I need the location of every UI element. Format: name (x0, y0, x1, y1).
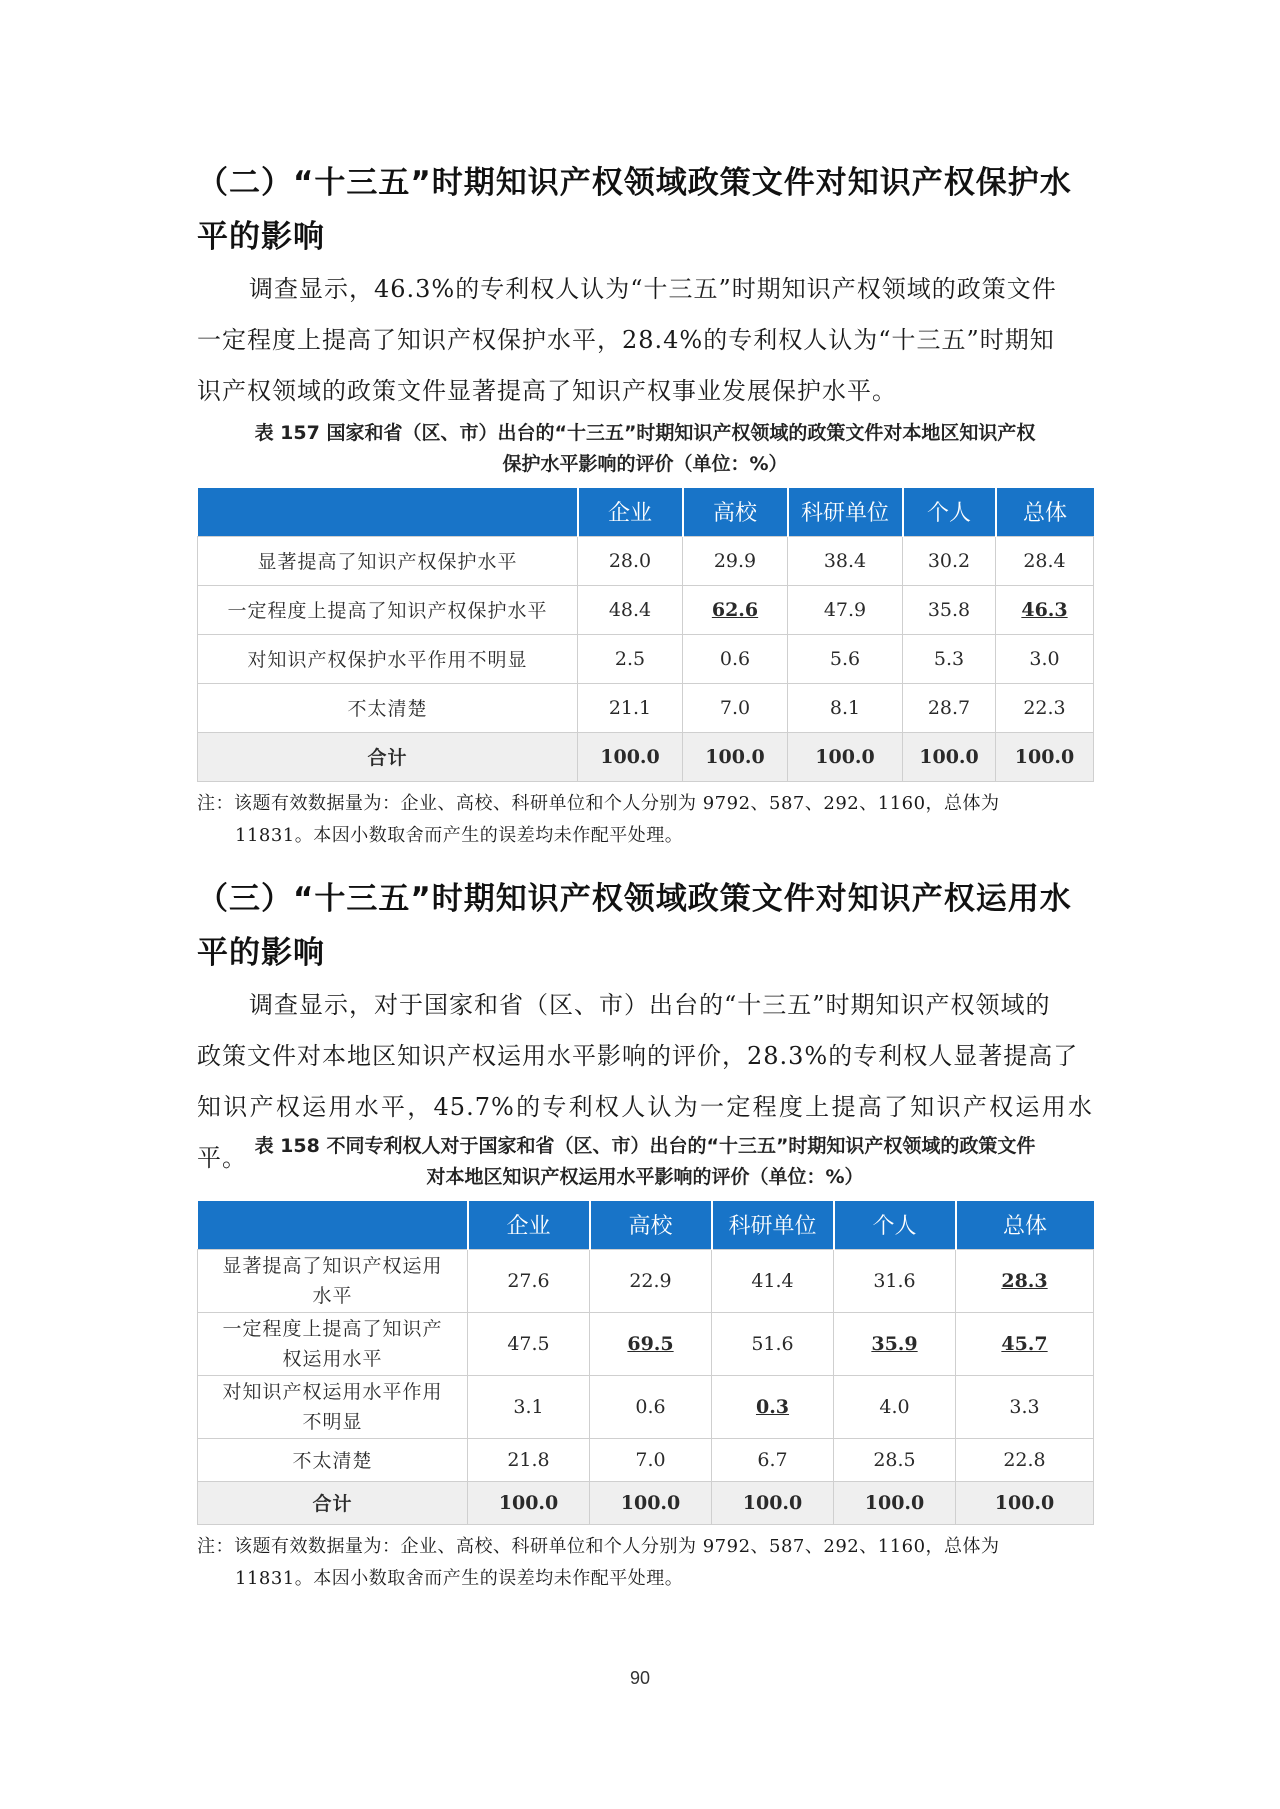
row-label: 不太清楚 (198, 683, 578, 732)
table-cell: 28.7 (903, 683, 996, 732)
table-row (198, 1249, 1094, 1312)
table-row (198, 683, 1094, 732)
table-cell: 27.6 (468, 1249, 590, 1312)
table-cell: 100.0 (788, 732, 903, 781)
table-cell: 100.0 (590, 1481, 712, 1524)
table-cell: 28.0 (578, 536, 683, 585)
section3-title: （三）“十三五”时期知识产权领域政策文件对知识产权运用水 平的影响 (197, 881, 1072, 971)
table-cell: 41.4 (712, 1249, 834, 1312)
table-cell: 47.5 (468, 1312, 590, 1375)
header-cell: 科研单位 (788, 488, 903, 536)
table-row (198, 634, 1094, 683)
row-label: 不太清楚 (198, 1438, 468, 1481)
table-cell-highlight: 62.6 (683, 585, 788, 634)
table-cell: 3.3 (956, 1375, 1094, 1438)
table158-caption: 表 158 不同专利权人对于国家和省（区、市）出台的“十三五”时期知识产权领域的政策文件 对本地区知识产权运用水平影响的评价（单位：%） (254, 1135, 1036, 1188)
table-cell-highlight: 46.3 (996, 585, 1094, 634)
table-cell: 31.6 (834, 1249, 956, 1312)
header-cell: 企业 (468, 1201, 590, 1249)
table-cell: 48.4 (578, 585, 683, 634)
table-cell: 22.9 (590, 1249, 712, 1312)
header-cell: 企业 (578, 488, 683, 536)
header-cell: 高校 (590, 1201, 712, 1249)
table-cell: 51.6 (712, 1312, 834, 1375)
row-label: 合计 (198, 732, 578, 781)
header-cell: 科研单位 (712, 1201, 834, 1249)
table-cell: 3.0 (996, 634, 1094, 683)
table-cell: 22.8 (956, 1438, 1094, 1481)
table-cell: 100.0 (903, 732, 996, 781)
table-cell: 100.0 (996, 732, 1094, 781)
table-cell: 29.9 (683, 536, 788, 585)
table-cell: 100.0 (956, 1481, 1094, 1524)
table-total-row (198, 1481, 1094, 1524)
table-cell: 21.1 (578, 683, 683, 732)
table-row (198, 1312, 1094, 1375)
table-cell: 100.0 (468, 1481, 590, 1524)
row-label: 显著提高了知识产权保护水平 (198, 536, 578, 585)
header-cell: 高校 (683, 488, 788, 536)
table-cell: 7.0 (590, 1438, 712, 1481)
table-cell: 5.3 (903, 634, 996, 683)
table-cell: 30.2 (903, 536, 996, 585)
table-row (198, 536, 1094, 585)
table-cell: 38.4 (788, 536, 903, 585)
table157 (197, 488, 1094, 782)
row-label: 对知识产权保护水平作用不明显 (198, 634, 578, 683)
section3-paragraph: 调查显示，对于国家和省（区、市）出台的“十三五”时期知识产权领域的 政策文件对本地区知识产权运用水平影响的评价，28.3%的专利权人显著提高了 知识产权运用水平，45.7%的专利权人认为一定程度上提高了知识产权运用水平。 (197, 991, 1093, 1172)
header-cell (198, 488, 578, 536)
table-cell: 7.0 (683, 683, 788, 732)
table-cell-highlight: 0.3 (712, 1375, 834, 1438)
table-cell-highlight: 69.5 (590, 1312, 712, 1375)
table157-block (197, 418, 1093, 852)
table-cell: 21.8 (468, 1438, 590, 1481)
table-cell: 3.1 (468, 1375, 590, 1438)
table158-block (197, 1131, 1093, 1595)
header-cell: 个人 (903, 488, 996, 536)
row-label: 一定程度上提高了知识产 权运用水平 (198, 1312, 468, 1375)
row-label: 一定程度上提高了知识产权保护水平 (198, 585, 578, 634)
table158 (197, 1201, 1094, 1525)
header-cell: 个人 (834, 1201, 956, 1249)
table-cell-highlight: 45.7 (956, 1312, 1094, 1375)
section2-paragraph: 调查显示，46.3%的专利权人认为“十三五”时期知识产权领域的政策文件 一定程度上提高了知识产权保护水平，28.4%的专利权人认为“十三五”时期知 识产权领域的政策文件显著提高了知识产权事业发展保护水平。 (197, 275, 1057, 405)
table-cell: 0.6 (683, 634, 788, 683)
header-cell: 总体 (956, 1201, 1094, 1249)
table158-note: 注：该题有效数据量为：企业、高校、科研单位和个人分别为 9792、587、292、1160，总体为 11831。本因小数取舍而产生的误差均未作配平处理。 (197, 1535, 1000, 1589)
table-row (198, 585, 1094, 634)
table-cell: 35.8 (903, 585, 996, 634)
section2-block (197, 156, 1093, 417)
section2-title: （二）“十三五”时期知识产权领域政策文件对知识产权保护水 平的影响 (197, 165, 1072, 255)
header-cell: 总体 (996, 488, 1094, 536)
row-label: 显著提高了知识产权运用 水平 (198, 1249, 468, 1312)
table-cell: 5.6 (788, 634, 903, 683)
table-cell: 22.3 (996, 683, 1094, 732)
table-cell-highlight: 28.3 (956, 1249, 1094, 1312)
table-cell: 2.5 (578, 634, 683, 683)
table-cell: 6.7 (712, 1438, 834, 1481)
table-cell: 28.5 (834, 1438, 956, 1481)
table-cell: 0.6 (590, 1375, 712, 1438)
table-cell: 100.0 (683, 732, 788, 781)
table-header-row (198, 1201, 1094, 1249)
table-header-row (198, 488, 1094, 536)
table-row (198, 1375, 1094, 1438)
table-cell: 100.0 (578, 732, 683, 781)
table-cell: 47.9 (788, 585, 903, 634)
row-label: 对知识产权运用水平作用 不明显 (198, 1375, 468, 1438)
table-total-row (198, 732, 1094, 781)
table157-caption: 表 157 国家和省（区、市）出台的“十三五”时期知识产权领域的政策文件对本地区知识产权 保护水平影响的评价（单位：%） (254, 422, 1036, 475)
table-cell: 100.0 (834, 1481, 956, 1524)
table-cell-highlight: 35.9 (834, 1312, 956, 1375)
table-cell: 4.0 (834, 1375, 956, 1438)
table-cell: 100.0 (712, 1481, 834, 1524)
table157-note: 注：该题有效数据量为：企业、高校、科研单位和个人分别为 9792、587、292、1160，总体为 11831。本因小数取舍而产生的误差均未作配平处理。 (197, 792, 1000, 846)
table-cell: 28.4 (996, 536, 1094, 585)
row-label: 合计 (198, 1481, 468, 1524)
page-number: 90 (629, 1668, 651, 1688)
header-cell (198, 1201, 468, 1249)
table-cell: 8.1 (788, 683, 903, 732)
table-row (198, 1438, 1094, 1481)
